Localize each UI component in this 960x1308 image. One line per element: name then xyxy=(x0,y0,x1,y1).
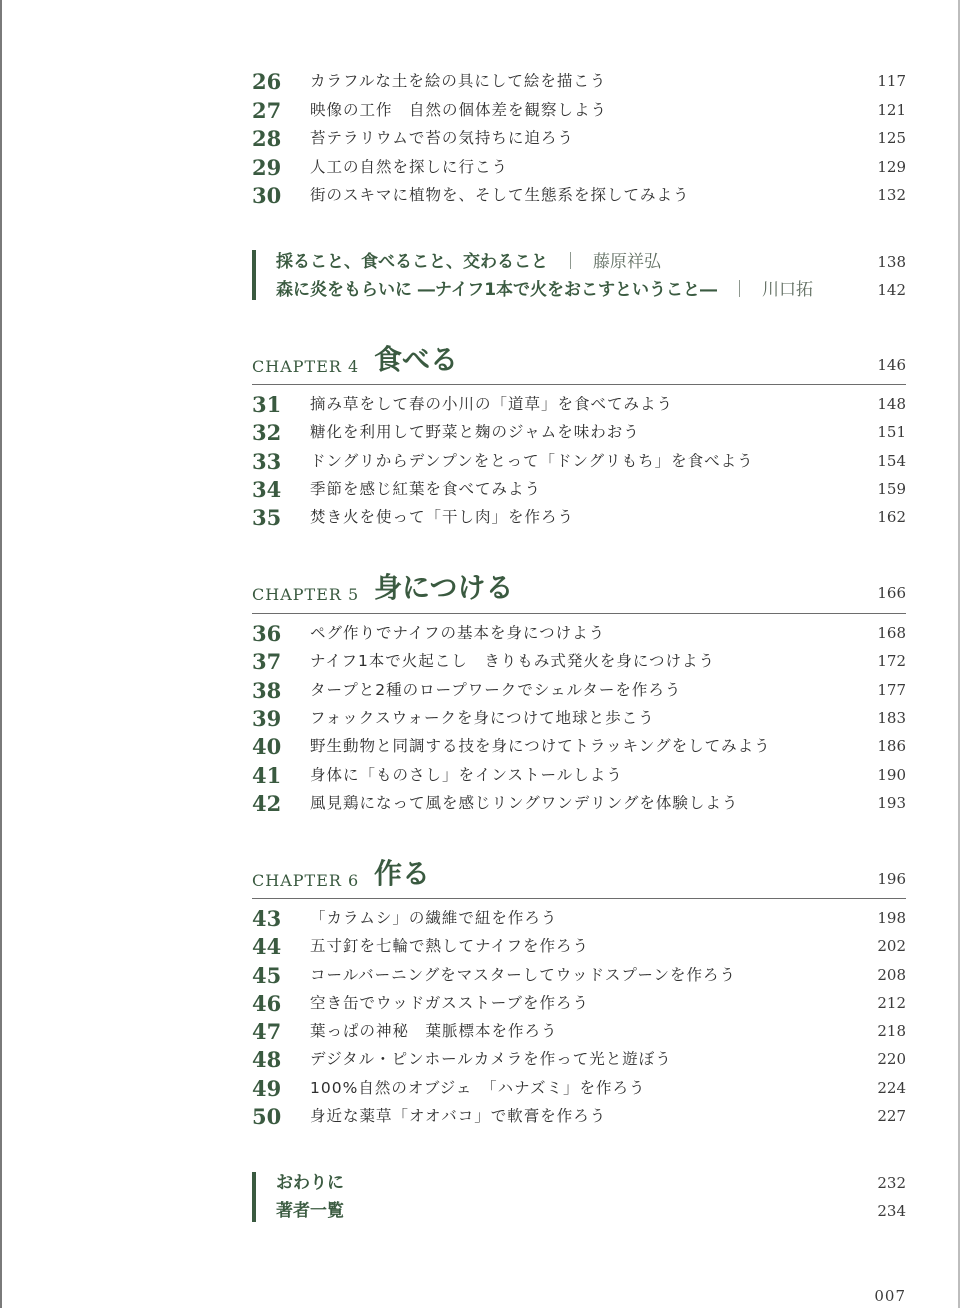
chapter-heading[interactable] xyxy=(252,852,906,892)
toc-entry[interactable] xyxy=(252,1075,906,1103)
entry-title: 「カラムシ」の繊維で紐を作ろう xyxy=(310,909,558,927)
backmatter-page: 234 xyxy=(877,1202,906,1220)
entry-number: 45 xyxy=(252,963,282,988)
entry-title: 焚き火を使って「干し肉」を作ろう xyxy=(310,508,575,526)
entry-number: 30 xyxy=(252,183,282,208)
toc-entry[interactable] xyxy=(252,125,906,153)
entry-title: ナイフ1本で火起こし きりもみ式発火を身につけよう xyxy=(310,652,716,670)
entry-title: 季節を感じ紅葉を食べてみよう xyxy=(310,480,542,498)
essay-title-text: 森に炎をもらいに ―ナイフ1本で火をおこすということ― xyxy=(276,280,718,300)
entry-page: 125 xyxy=(877,129,906,147)
essay-page: 142 xyxy=(877,281,906,299)
essay-title-text: 採ること、食べること、交わること xyxy=(276,252,548,272)
entry-page: 183 xyxy=(877,709,906,727)
entry-number: 32 xyxy=(252,420,282,445)
toc-entry[interactable] xyxy=(252,990,906,1018)
backmatter-title: 著者一覧 xyxy=(276,1201,344,1221)
entry-title: ペグ作りでナイフの基本を身につけよう xyxy=(310,624,606,642)
chapter-title: 身につける xyxy=(374,571,514,604)
entry-number: 43 xyxy=(252,906,282,931)
entry-number: 34 xyxy=(252,477,282,502)
chapter-rule xyxy=(252,898,906,899)
toc-entry[interactable] xyxy=(252,1103,906,1131)
entry-title: デジタル・ピンホールカメラを作って光と遊ぼう xyxy=(310,1050,672,1068)
entry-number: 47 xyxy=(252,1019,282,1044)
essay-title xyxy=(276,277,813,303)
entry-number: 48 xyxy=(252,1047,282,1072)
entry-number: 27 xyxy=(252,98,282,123)
entry-title: 摘み草をして春の小川の「道草」を食べてみよう xyxy=(310,395,674,413)
entry-number: 50 xyxy=(252,1104,282,1129)
toc-entry[interactable] xyxy=(252,905,906,933)
entry-title: 五寸釘を七輪で熱してナイフを作ろう xyxy=(310,937,589,955)
chapter-rule xyxy=(252,384,906,385)
essay-separator: ｜ xyxy=(562,252,579,272)
essay-separator: ｜ xyxy=(731,280,749,300)
entry-page: 154 xyxy=(877,452,906,470)
essay-author: 川口拓 xyxy=(762,280,814,300)
entry-page: 224 xyxy=(877,1079,906,1097)
entry-page: 132 xyxy=(877,186,906,204)
entry-page: 148 xyxy=(877,395,906,413)
backmatter-bar xyxy=(252,1172,256,1222)
entry-page: 168 xyxy=(877,624,906,642)
entry-title: ドングリからデンプンをとって「ドングリもち」を食べよう xyxy=(310,452,754,470)
essay-bar xyxy=(252,250,256,300)
chapter-title: 作る xyxy=(374,857,431,890)
toc-entry[interactable] xyxy=(252,476,906,504)
entry-number: 33 xyxy=(252,449,282,474)
essay-page: 138 xyxy=(877,253,906,271)
chapter-heading[interactable] xyxy=(252,338,906,378)
toc-entry[interactable] xyxy=(252,620,906,648)
toc-entry[interactable] xyxy=(252,391,906,419)
entry-page: 159 xyxy=(877,480,906,498)
entry-page: 117 xyxy=(877,72,906,90)
entry-page: 193 xyxy=(877,794,906,812)
entry-number: 41 xyxy=(252,763,282,788)
backmatter-title: おわりに xyxy=(276,1173,344,1193)
entry-number: 29 xyxy=(252,155,282,180)
entry-number: 36 xyxy=(252,621,282,646)
entry-page: 162 xyxy=(877,508,906,526)
entry-page: 202 xyxy=(877,937,906,955)
entry-title: 糖化を利用して野菜と麹のジャムを味わおう xyxy=(310,423,640,441)
backmatter-page: 232 xyxy=(877,1174,906,1192)
entry-title: カラフルな土を絵の具にして絵を描こう xyxy=(310,72,607,90)
entry-page: 208 xyxy=(877,966,906,984)
entry-number: 35 xyxy=(252,505,282,530)
toc-entry[interactable] xyxy=(252,762,906,790)
toc-entry[interactable] xyxy=(252,733,906,761)
backmatter-entry[interactable] xyxy=(276,1198,906,1226)
entry-title: 身体に「ものさし」をインストールしよう xyxy=(310,766,623,784)
entry-number: 49 xyxy=(252,1076,282,1101)
entry-number: 39 xyxy=(252,706,282,731)
toc-entry[interactable] xyxy=(252,419,906,447)
backmatter-entry[interactable] xyxy=(276,1170,906,1198)
entry-title: 人工の自然を探しに行こう xyxy=(310,158,509,176)
chapter-rule xyxy=(252,613,906,614)
entry-page: 220 xyxy=(877,1050,906,1068)
entry-title: 空き缶でウッドガスストーブを作ろう xyxy=(310,994,589,1012)
entry-title: 風見鶏になって風を感じリングワンデリングを体験しよう xyxy=(310,794,739,812)
entry-title: タープと2種のロープワークでシェルターを作ろう xyxy=(310,681,682,699)
entry-page: 198 xyxy=(877,909,906,927)
chapter-page: 166 xyxy=(877,584,906,602)
essay-title xyxy=(276,249,661,275)
entry-page: 218 xyxy=(877,1022,906,1040)
toc-entry[interactable] xyxy=(252,68,906,96)
page-folio: 007 xyxy=(874,1287,906,1305)
entry-number: 31 xyxy=(252,392,282,417)
entry-page: 121 xyxy=(877,101,906,119)
entry-page: 190 xyxy=(877,766,906,784)
essay-entry[interactable] xyxy=(276,249,906,277)
chapter-page: 196 xyxy=(877,870,906,888)
chapter-heading[interactable] xyxy=(252,566,906,606)
entry-number: 44 xyxy=(252,934,282,959)
entry-title: フォックスウォークを身につけて地球と歩こう xyxy=(310,709,655,727)
entry-page: 212 xyxy=(877,994,906,1012)
entry-number: 37 xyxy=(252,649,282,674)
toc-entry[interactable] xyxy=(252,1018,906,1046)
entry-title: コールバーニングをマスターしてウッドスプーンを作ろう xyxy=(310,966,737,984)
entry-number: 26 xyxy=(252,69,282,94)
toc-entry[interactable] xyxy=(252,154,906,182)
entry-page: 186 xyxy=(877,737,906,755)
entry-title: 街のスキマに植物を、そして生態系を探してみよう xyxy=(310,186,690,204)
toc-entry[interactable] xyxy=(252,962,906,990)
entry-number: 46 xyxy=(252,991,282,1016)
entry-page: 227 xyxy=(877,1107,906,1125)
toc-entry[interactable] xyxy=(252,790,906,818)
entry-title: 映像の工作 自然の個体差を観察しよう xyxy=(310,101,608,119)
toc-entry[interactable] xyxy=(252,648,906,676)
toc-entry[interactable] xyxy=(252,182,906,210)
chapter-page: 146 xyxy=(877,356,906,374)
entry-number: 28 xyxy=(252,126,282,151)
entry-page: 177 xyxy=(877,681,906,699)
toc-entry[interactable] xyxy=(252,933,906,961)
chapter-label: CHAPTER 5 xyxy=(252,585,360,604)
toc-entry[interactable] xyxy=(252,677,906,705)
toc-entry[interactable] xyxy=(252,705,906,733)
essay-entry[interactable] xyxy=(276,277,906,305)
chapter-label: CHAPTER 4 xyxy=(252,357,360,376)
entry-number: 42 xyxy=(252,791,282,816)
entry-title: 野生動物と同調する技を身につけてトラッキングをしてみよう xyxy=(310,737,771,755)
entry-title: 苔テラリウムで苔の気持ちに迫ろう xyxy=(310,129,574,147)
chapter-title: 食べる xyxy=(374,343,459,376)
entry-page: 151 xyxy=(877,423,906,441)
entry-title: 100%自然のオブジェ 「ハナズミ」を作ろう xyxy=(310,1079,646,1097)
entry-page: 172 xyxy=(877,652,906,670)
entry-number: 40 xyxy=(252,734,282,759)
entry-title: 身近な薬草「オオバコ」で軟膏を作ろう xyxy=(310,1107,607,1125)
essay-author: 藤原祥弘 xyxy=(593,252,661,272)
entry-page: 129 xyxy=(877,158,906,176)
entry-title: 葉っぱの神秘 葉脈標本を作ろう xyxy=(310,1022,558,1040)
toc-entry[interactable] xyxy=(252,448,906,476)
entry-number: 38 xyxy=(252,678,282,703)
chapter-label: CHAPTER 6 xyxy=(252,871,360,890)
toc-entry[interactable] xyxy=(252,1046,906,1074)
toc-entry[interactable] xyxy=(252,504,906,532)
toc-entry[interactable] xyxy=(252,97,906,125)
